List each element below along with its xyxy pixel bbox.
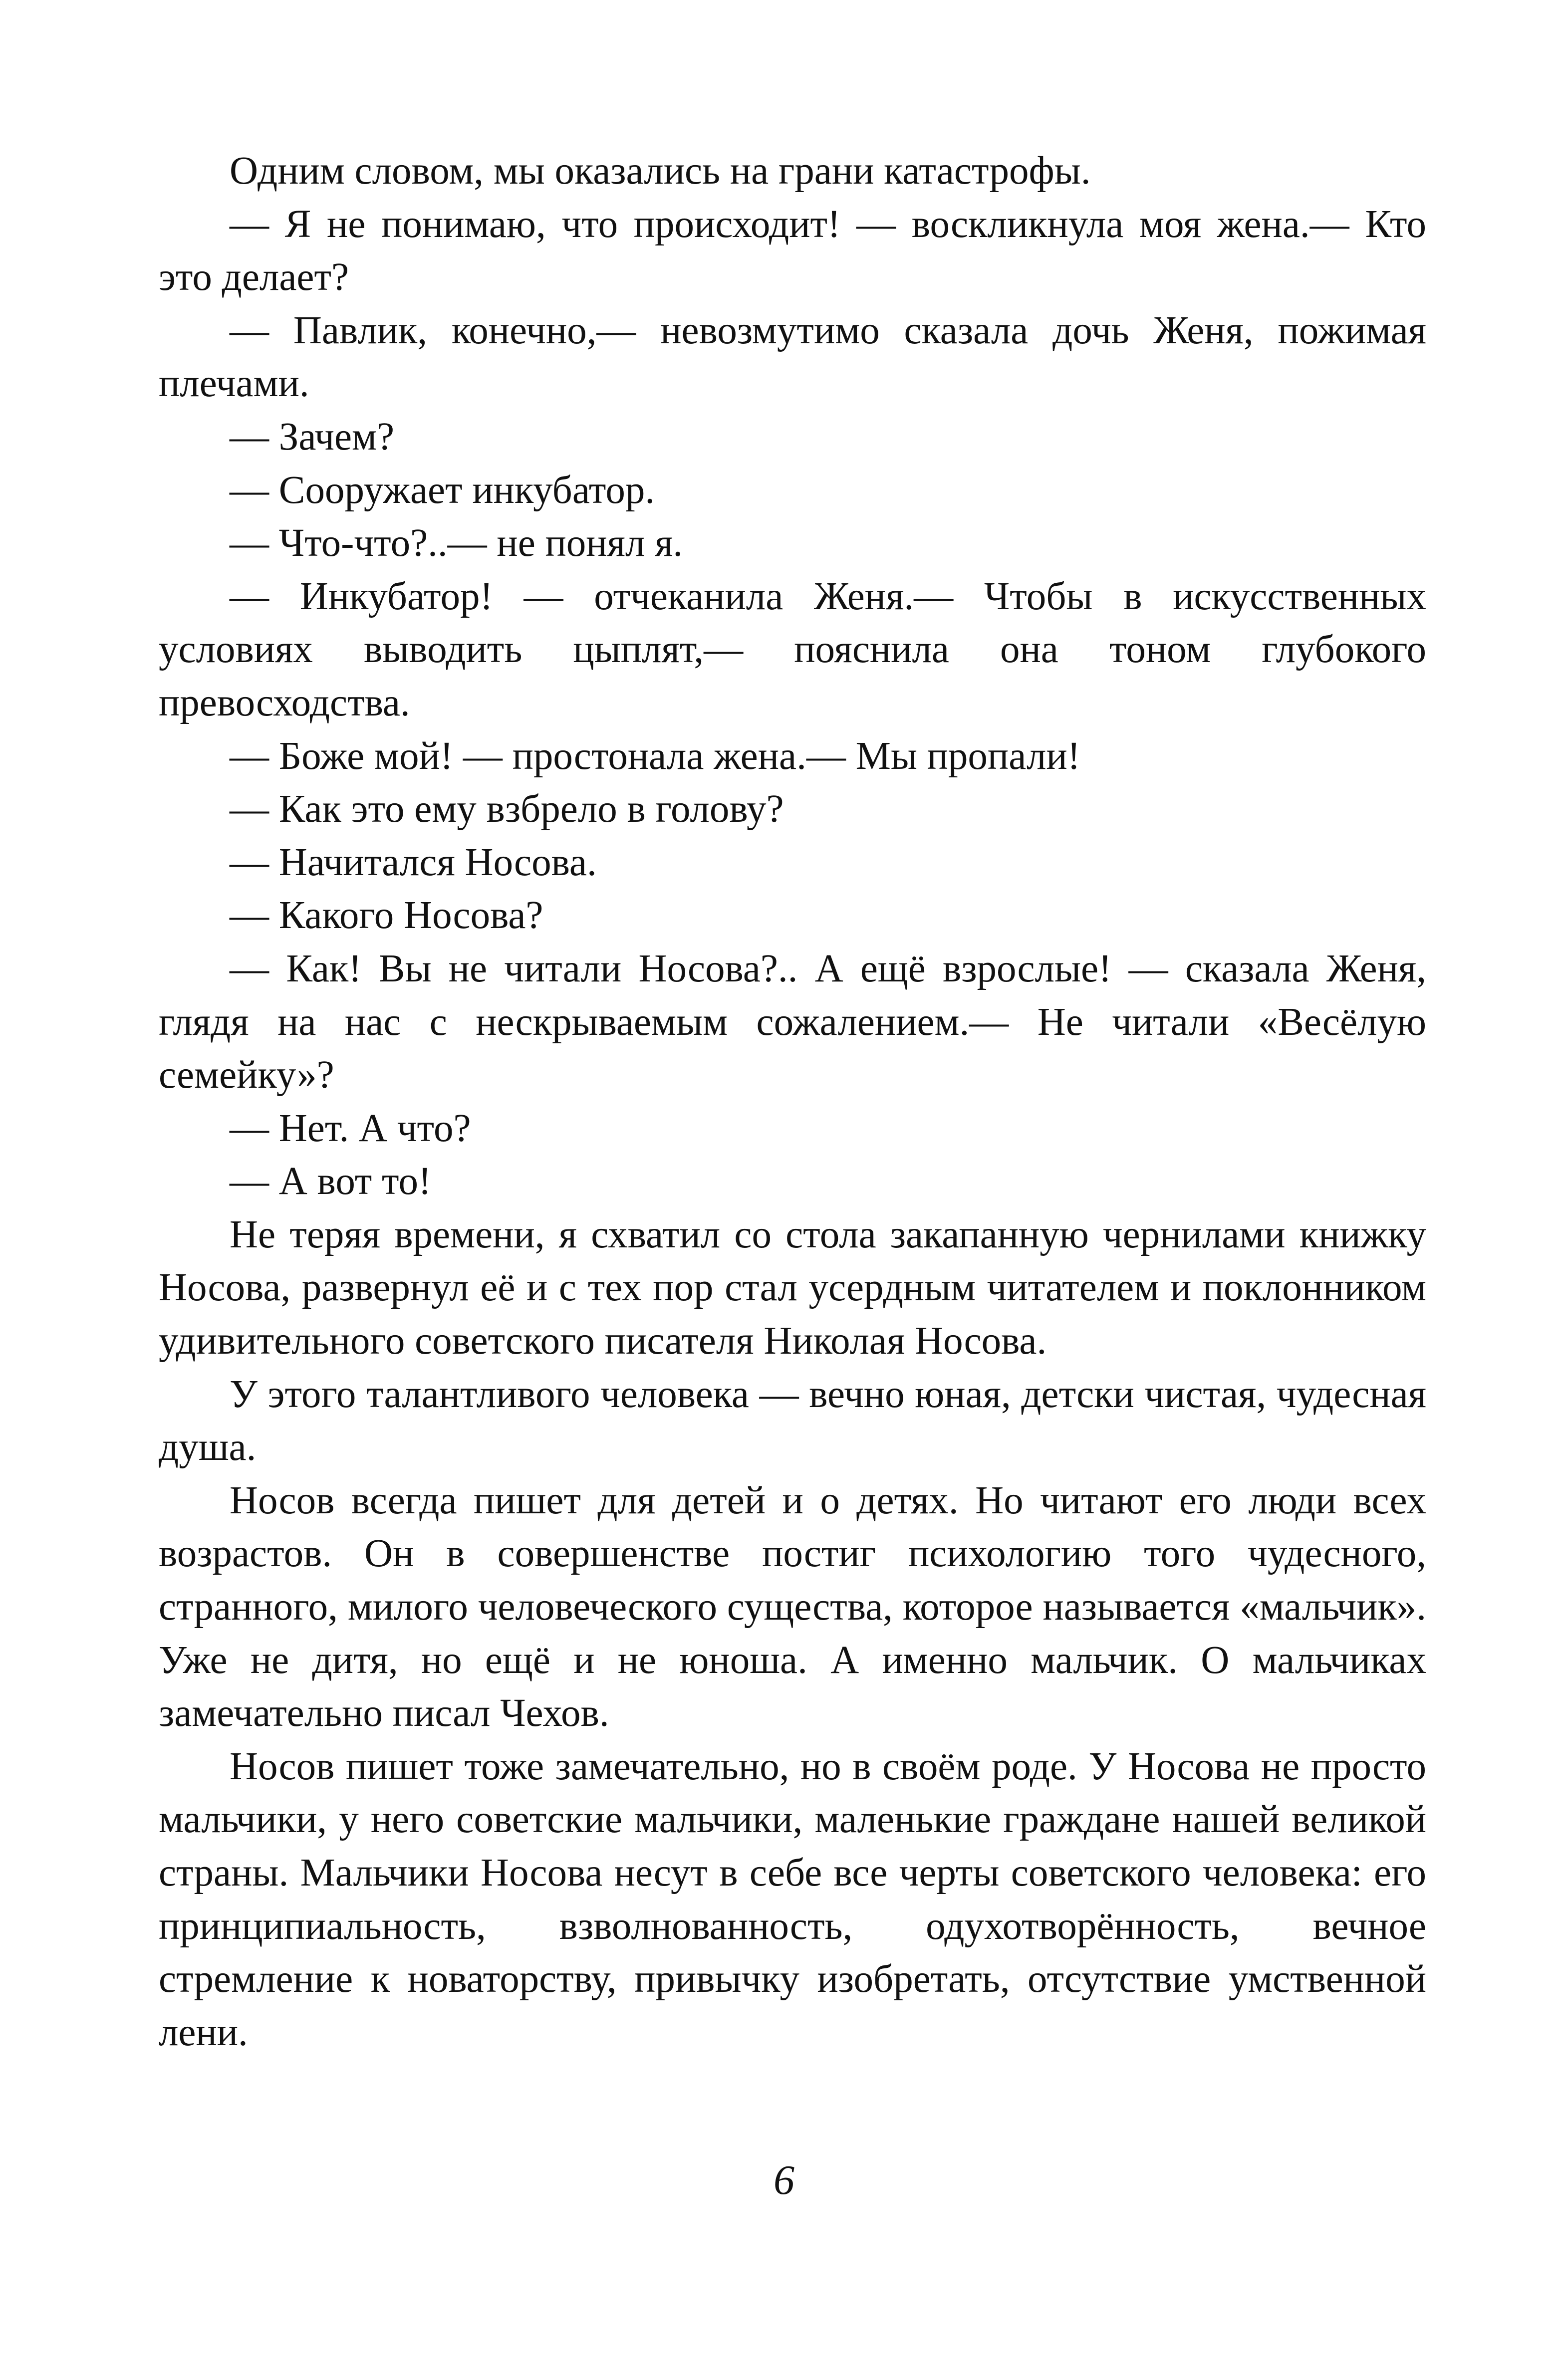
paragraph: — Павлик, конечно,— невозмутимо сказала дочь Женя, пожимая плечами. <box>159 308 1426 406</box>
paragraph: Не теряя времени, я схватил со стола закапанную чернилами книжку Носова, развернул её и с тех пор стал усердным читателем и поклонником удивительного советского писателя Николая Носова. <box>159 1212 1426 1363</box>
paragraph: Носов всегда пишет для детей и о детях. Но читают его люди всех возрастов. Он в совершенстве постиг психологию того чудесного, странного, милого человеческого существа, которое называется «мальчик». Уже не дитя, но ещё и не юноша. А именно мальчик. О мальчиках замечательно писал Чехов. <box>159 1478 1426 1735</box>
paragraph: — Зачем? <box>230 415 395 459</box>
paragraph: — Что-что?..— не понял я. <box>230 521 683 565</box>
paragraph: — Как это ему взбрело в голову? <box>230 787 784 831</box>
paragraph: — Начитался Носова. <box>230 840 597 884</box>
paragraph: — Нет. А что? <box>230 1106 471 1150</box>
paragraph: — Боже мой! — простонала жена.— Мы пропали! <box>230 734 1080 778</box>
paragraph: — Инкубатор! — отчеканила Женя.— Чтобы в искусственных условиях выводить цыплят,— пояснила она тоном глубокого превосходства. <box>159 574 1426 724</box>
page-number: 6 <box>774 2157 794 2203</box>
paragraph: — Какого Носова? <box>230 894 543 938</box>
paragraph: Одним словом, мы оказались на грани катастрофы. <box>230 149 1091 193</box>
paragraph: — Как! Вы не читали Носова?.. А ещё взрослые! — сказала Женя, глядя на нас с нескрываемым сожалением.— Не читали «Весёлую семейку»? <box>159 947 1426 1097</box>
paragraph: У этого талантливого человека — вечно юная, детски чистая, чудесная душа. <box>159 1372 1426 1469</box>
paragraph: — А вот то! <box>230 1160 432 1203</box>
paragraph: — Сооружает инкубатор. <box>230 468 655 512</box>
body-text <box>159 145 1426 2059</box>
paragraph: — Я не понимаю, что происходит! — воскликнула моя жена.— Кто это делает? <box>159 202 1426 299</box>
paragraph: Носов пишет тоже замечательно, но в своём роде. У Носова не просто мальчики, у него советские мальчики, маленькие граждане нашей великой страны. Мальчики Носова несут в себе все черты советского человека: его принципиальность, взволнованность, одухотворённость, вечное стремление к новаторству, привычку изобретать, отсутствие умственной лени. <box>159 1744 1426 2054</box>
